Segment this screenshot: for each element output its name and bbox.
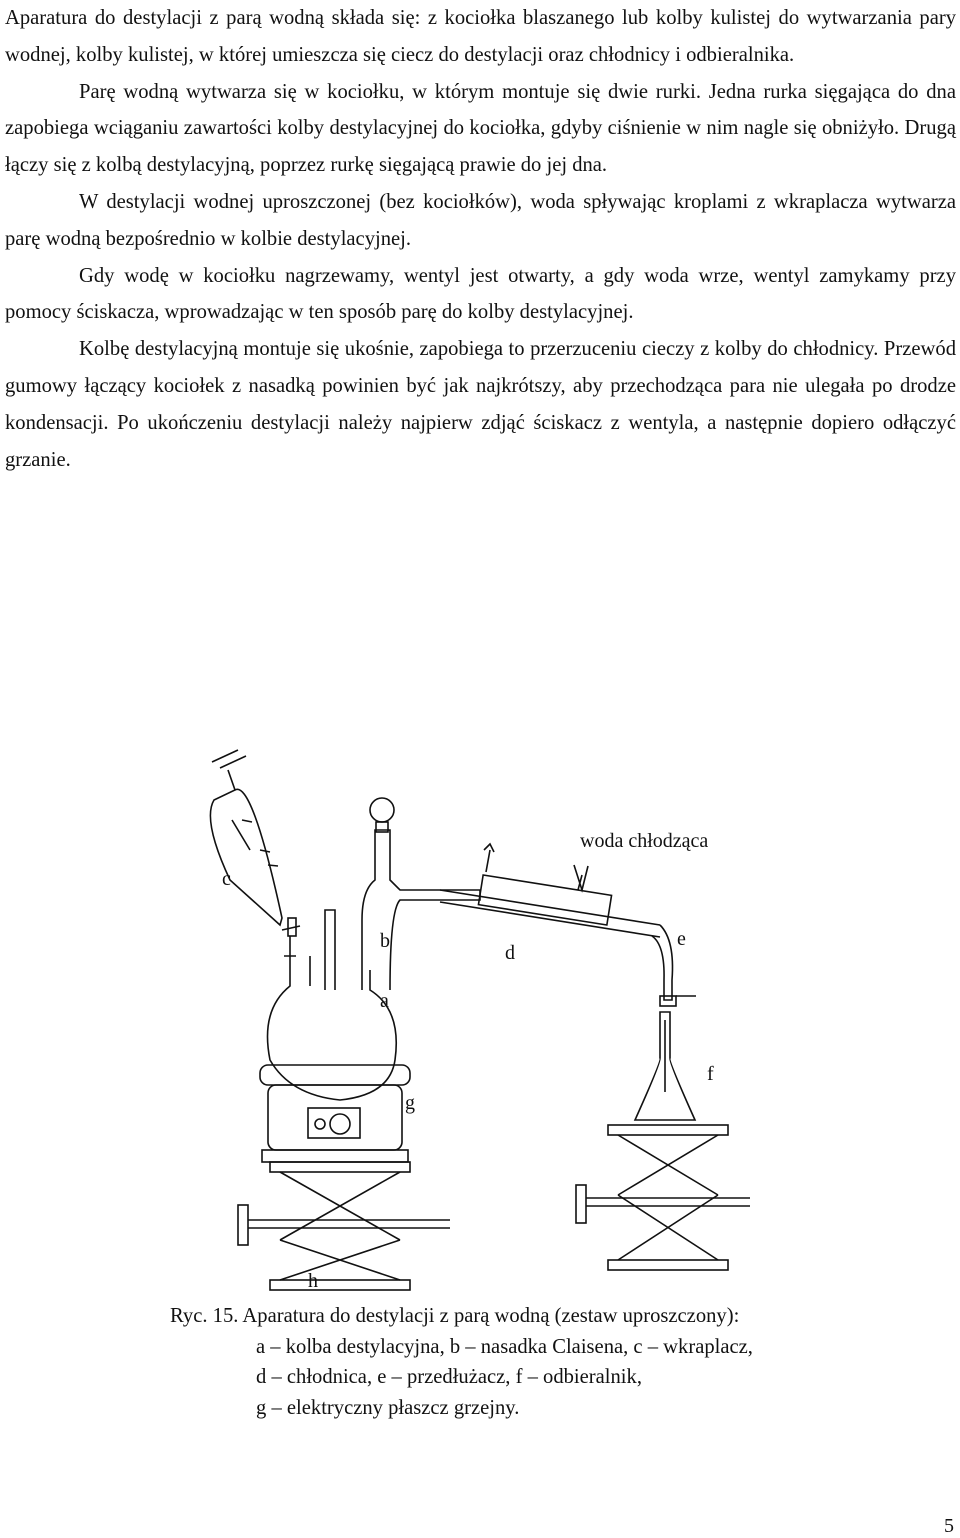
paragraph: Kolbę destylacyjną montuje się ukośnie, zapobiega to przerzuceniu cieczy z kolby do chłodnicy. Przewód gumowy łączący kociołek z nasadką powinien być jak najkrótszy, aby przechodząca para nie ulegała po drodze kondensacji. Po ukończeniu destylacji należy najpierw zdjąć ściskacz z wentyla, a następnie dopiero odłączyć grzanie.: [5, 338, 956, 471]
figure-caption: [170, 1301, 753, 1423]
paragraph: Parę wodną wytwarza się w kociołku, w którym montuje się dwie rurki. Jedna rurka sięgająca do dna zapobiega wciąganiu zawartości kolby destylacyjnej do kociołka, gdyby ciśnienie w nim nagle się obniżyło. Drugą łączy się z kolbą destylacyjną, poprzez rurkę sięgającą prawie do jej dna.: [5, 80, 956, 177]
paragraph: W destylacji wodnej uproszczonej (bez kociołków), woda spływając kroplami z wkraplacza wytwarza parę wodną bezpośrednio w kolbie destylacyjnej.: [5, 190, 956, 250]
label-f: f: [707, 1063, 714, 1085]
label-e: e: [677, 928, 686, 950]
caption-line: a – kolba destylacyjna, b – nasadka Claisena, c – wkraplacz,: [256, 1335, 753, 1358]
distillation-apparatus-figure: [190, 740, 750, 1300]
caption-line: g – elektryczny płaszcz grzejny.: [256, 1396, 520, 1419]
receiver-flask: [635, 1012, 695, 1120]
dropping-funnel: [210, 750, 300, 956]
apparatus-drawing: [190, 740, 750, 1300]
label-c: c: [222, 868, 231, 890]
label-h: h: [308, 1270, 318, 1292]
caption-line: d – chłodnica, e – przedłużacz, f – odbieralnik,: [256, 1366, 642, 1388]
page-number: 5: [944, 1515, 954, 1537]
caption-line: Ryc. 15. Aparatura do destylacji z parą wodną (zestaw uproszczony):: [170, 1305, 740, 1327]
distillation-flask: [268, 910, 397, 1100]
label-a: a: [380, 990, 389, 1012]
label-d: d: [505, 942, 515, 964]
lab-jack: [238, 1162, 450, 1290]
label-b: b: [380, 930, 390, 952]
paragraph: Gdy wodę w kociołku nagrzewamy, wentyl jest otwarty, a gdy woda wrze, wentyl zamykamy przy pomocy ściskacza, wprowadzając w ten sposób parę do kolby destylacyjnej.: [5, 264, 956, 324]
lab-jack-receiver: [576, 1125, 750, 1270]
label-g: g: [405, 1092, 415, 1114]
body-text: [5, 0, 956, 478]
label-water: woda chłodząca: [580, 830, 709, 852]
paragraph: Aparatura do destylacji z parą wodną składa się: z kociołka blaszanego lub kolby kulistej do wytwarzania pary wodnej, kolby kulistej, w której umieszcza się ciecz do destylacji oraz chłodnicy i odbieralnika.: [5, 7, 956, 66]
